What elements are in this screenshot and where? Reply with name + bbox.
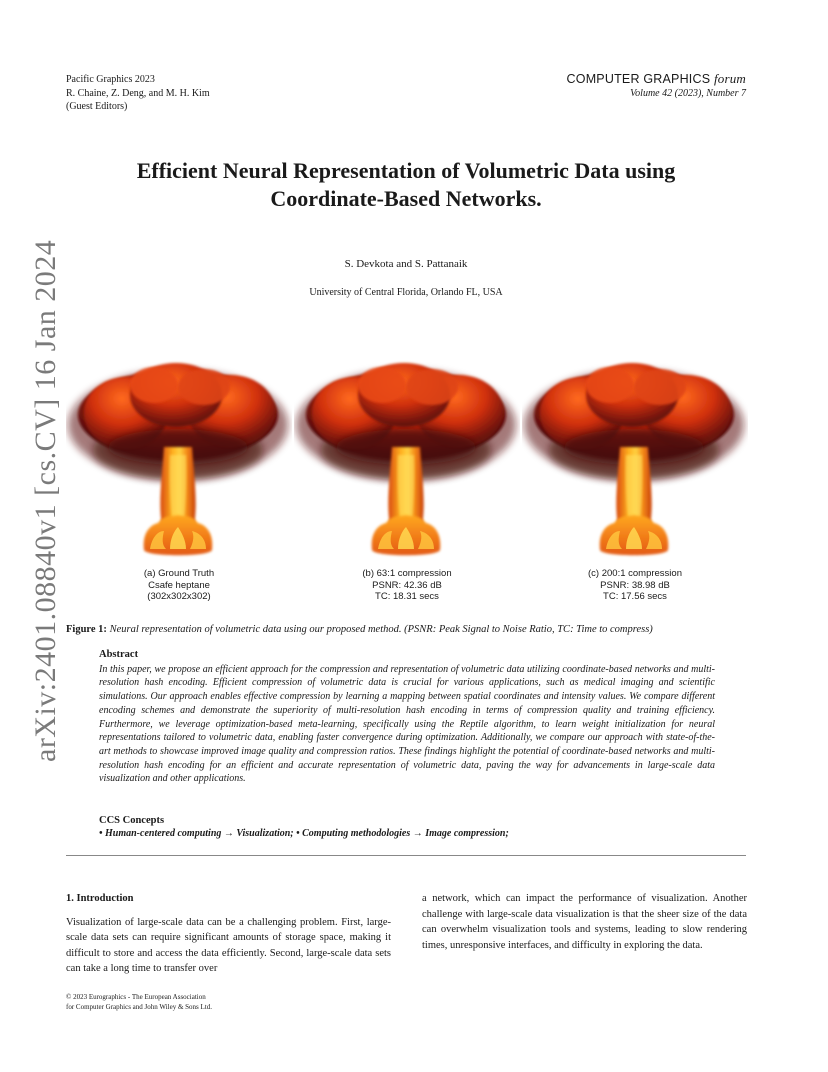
abstract-heading: Abstract xyxy=(99,649,139,660)
copyright-footer: © 2023 Eurographics - The European Association for Computer Graphics and John Wiley & Sons Ltd. xyxy=(66,993,212,1011)
conference-name: Pacific Graphics 2023 xyxy=(66,74,155,85)
abstract xyxy=(99,648,715,786)
figure-1 xyxy=(66,355,746,610)
guest-editors: (Guest Editors) xyxy=(66,101,128,112)
ccs-heading: CCS Concepts xyxy=(99,815,165,826)
abstract-text: In this paper, we propose an efficient approach for the compression and representation of volumetric data utilizing coordinate-based networks and multi-resolution hash encoding. Efficient compression of volumetric data is crucial for various applications, such as medical imaging and scientific simulations. Our approach enables effective compression by learning a mapping between spatial coordinates and intensity values. We compare different encoding schemes and demonstrate the superiority of multi-resolution hash encoding in terms of compression quality and training efficiency. Furthermore, we leverage optimization-based meta-learning, specifically using the Reptile algorithm, to learn weight initialization for neural representations tailored to volumetric data, enabling faster convergence during optimization. Additionally, we compare our approach with state-of-the-art methods to showcase improved image quality and compression ratios. These findings highlight the potential of coordinate-based networks and multi-resolution hash encoding for an efficient and accurate representation of volumetric data, paving the way for advancements in large-scale data visualization and other applications. xyxy=(99,663,715,785)
volume-render-63-compression xyxy=(294,355,520,565)
volume-render-ground-truth xyxy=(66,355,292,565)
journal-name: COMPUTER GRAPHICS forum xyxy=(566,71,746,86)
authors: S. Devkota and S. Pattanaik xyxy=(344,258,468,270)
editors: R. Chaine, Z. Deng, and M. H. Kim xyxy=(66,87,210,99)
panel-caption: (b) 63:1 compression PSNR: 42.36 dB TC: 18.31 secs xyxy=(362,568,452,602)
running-header-left xyxy=(66,73,210,114)
section-heading-introduction: 1. Introduction xyxy=(66,893,134,904)
panel-caption: (c) 200:1 compression PSNR: 38.98 dB TC: 17.56 secs xyxy=(588,568,682,602)
figure-panel-63-compression xyxy=(294,355,520,610)
section-divider xyxy=(66,855,746,856)
panel-caption: (a) Ground Truth Csafe heptane (302x302x302) xyxy=(143,568,215,602)
column-left xyxy=(66,891,391,977)
column-right xyxy=(422,891,747,953)
figure-caption: Figure 1: Neural representation of volumetric data using our proposed method. (PSNR: Peak Signal to Noise Ratio, TC: Time to compress) xyxy=(66,624,653,635)
paper-title: Efficient Neural Representation of Volumetric Data using Coordinate-Based Networks. xyxy=(136,158,676,211)
ccs-text: • Human-centered computing → Visualization; • Computing methodologies → Image compression; xyxy=(99,828,509,839)
intro-paragraph-right: a network, which can impact the performance of visualization. Another challenge with large-scale data visualization is that the sheer size of the data can overwhelm visualization tools and systems, leading to slow rendering times, unresponsive interfaces, and difficulty in exploring the data. xyxy=(422,893,747,951)
figure-panel-200-compression xyxy=(522,355,748,610)
arxiv-stamp: arXiv:2401.08840v1 [cs.CV] 16 Jan 2024 xyxy=(29,239,62,762)
ccs-concepts xyxy=(99,815,715,839)
figure-panel-ground-truth xyxy=(66,355,292,610)
intro-paragraph-left: Visualization of large-scale data can be a challenging problem. First, large-scale data sets can require significant amounts of storage space, making it difficult to store and access the data efficiently. Second, large-scale data sets can take a long time to transfer over xyxy=(66,916,391,974)
volume-render-200-compression xyxy=(522,355,748,565)
volume-info: Volume 42 (2023), Number 7 xyxy=(630,88,746,99)
affiliation: University of Central Florida, Orlando FL, USA xyxy=(309,287,503,298)
running-header-right xyxy=(567,71,746,99)
